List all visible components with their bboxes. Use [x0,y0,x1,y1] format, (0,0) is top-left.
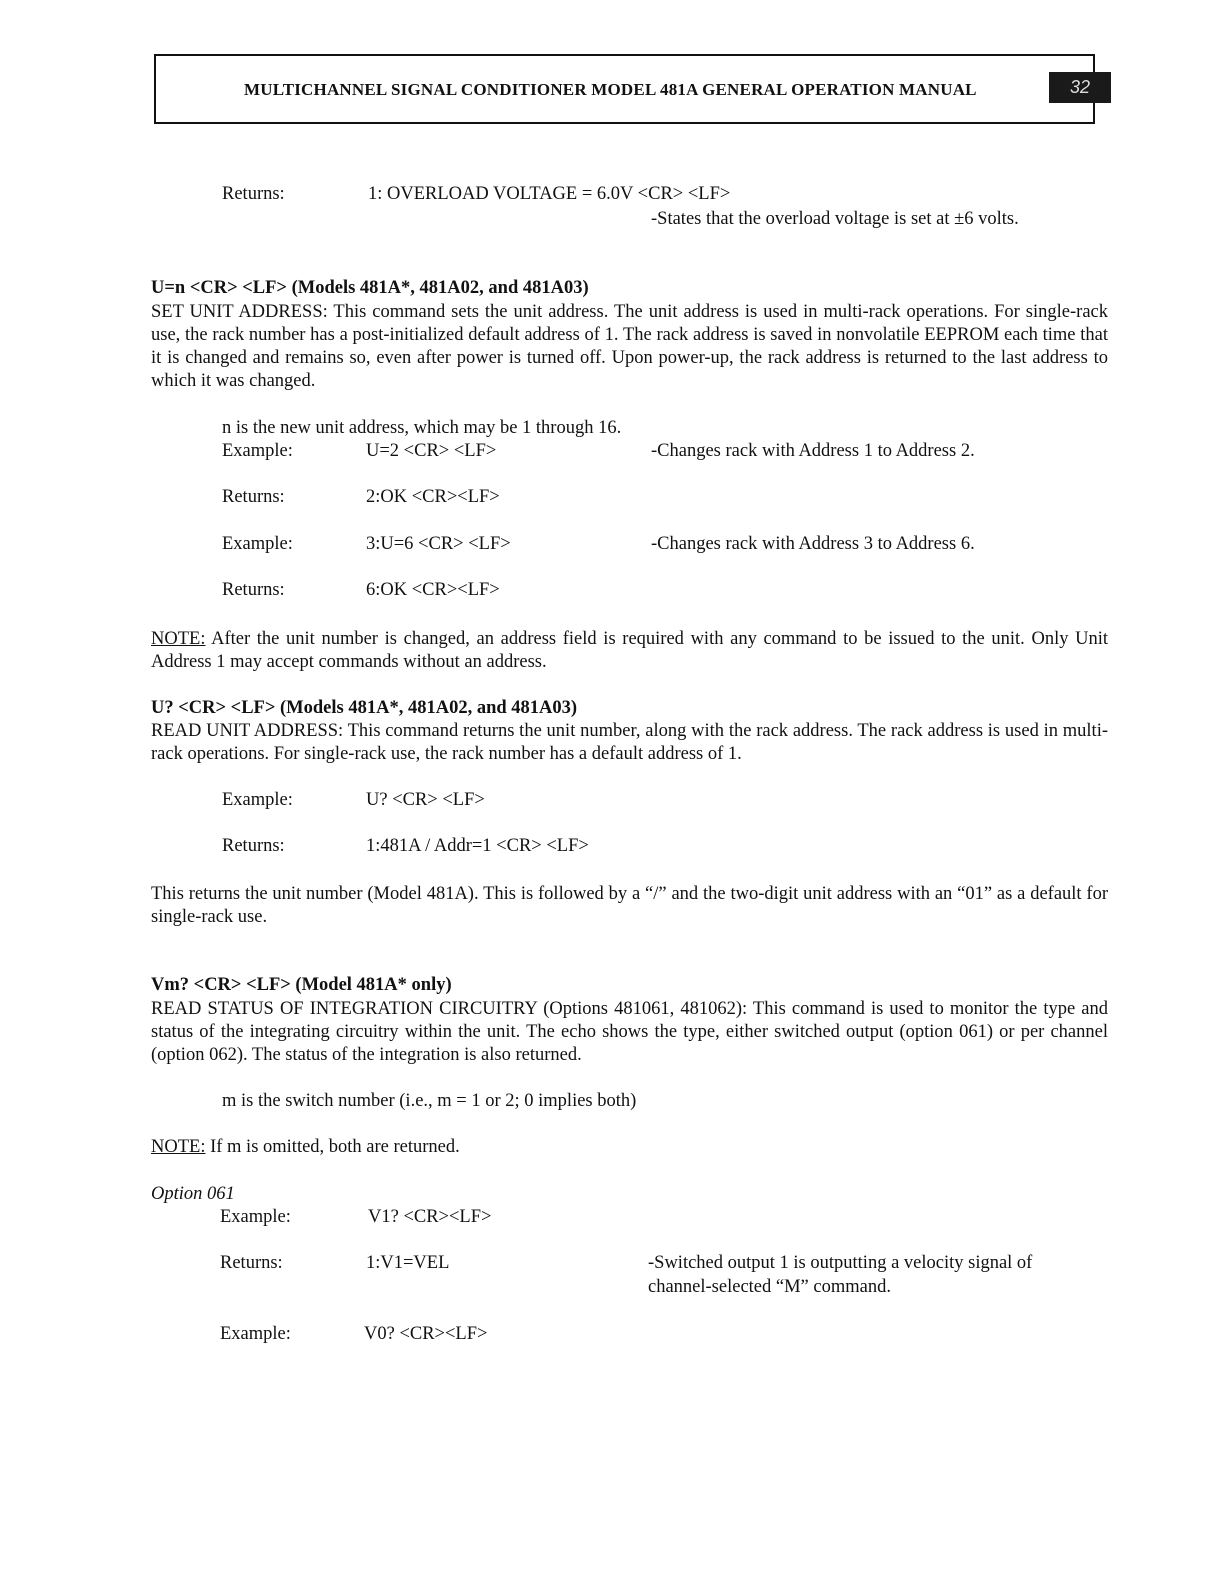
overload-returns-label: Returns: [222,184,285,204]
set-unit-heading: U=n <CR> <LF> (Models 481A*, 481A02, and 481A03) [151,278,589,298]
option-061-label: Option 061 [151,1184,235,1204]
overload-returns-note: -States that the overload voltage is set at ±6 volts. [651,209,1019,229]
set-unit-note [151,628,1108,674]
read-unit-row-value: U? <CR> <LF> [366,790,485,810]
integration-row-value: 1:V1=VEL [366,1253,450,1273]
read-unit-heading: U? <CR> <LF> (Models 481A*, 481A02, and 481A03) [151,698,578,718]
integration-row-value: V0? <CR><LF> [364,1324,488,1344]
read-unit-row-label: Returns: [222,836,285,856]
integration-row-label: Returns: [220,1253,283,1273]
set-unit-note-label: NOTE: [151,629,206,649]
set-unit-row-label: Example: [222,534,293,554]
overload-returns-value: 1: OVERLOAD VOLTAGE = 6.0V <CR> <LF> [368,184,731,204]
integration-row-note-line1: -Switched output 1 is outputting a velocity signal of [648,1253,1033,1273]
set-unit-row-value: U=2 <CR> <LF> [366,441,497,461]
set-unit-row-label: Example: [222,441,293,461]
set-unit-row-value: 3:U=6 <CR> <LF> [366,534,511,554]
read-unit-description: READ UNIT ADDRESS: This command returns the unit number, along with the rack address. The rack address is used in multi-rack operations. For single-rack use, the rack number has a default address of 1. [151,721,1108,764]
integration-note-label: NOTE: [151,1137,206,1157]
integration-row-label: Example: [220,1207,291,1227]
set-unit-row-label: Returns: [222,487,285,507]
integration-row-label: Example: [220,1324,291,1344]
header-title: MULTICHANNEL SIGNAL CONDITIONER MODEL 481A GENERAL OPERATION MANUAL [244,80,977,99]
integration-row-value: V1? <CR><LF> [368,1207,492,1227]
integration-note [151,1137,460,1158]
read-unit-row-value: 1:481A / Addr=1 <CR> <LF> [366,836,589,856]
integration-row-note-line2: channel-selected “M” command. [648,1277,891,1297]
set-unit-row-note: -Changes rack with Address 3 to Address 6. [651,534,975,554]
integration-note-text: If m is omitted, both are returned. [205,1137,460,1157]
integration-param-note: m is the switch number (i.e., m = 1 or 2; 0 implies both) [222,1091,637,1111]
set-unit-description: SET UNIT ADDRESS: This command sets the unit address. The unit address is used in multi-rack operations. For single-rack use, the rack number has a post-initialized default address of 1. The rack address is saved in nonvolatile EEPROM each time that it is changed and remains so, even after power is turned off. Upon power-up, the rack address is returned to the last address to which it was changed. [151,302,1108,391]
set-unit-row-label: Returns: [222,580,285,600]
set-unit-row-value: 2:OK <CR><LF> [366,487,500,507]
set-unit-row-note: -Changes rack with Address 1 to Address 2. [651,441,975,461]
set-unit-row-value: 6:OK <CR><LF> [366,580,500,600]
integration-description: READ STATUS OF INTEGRATION CIRCUITRY (Options 481061, 481062): This command is used to monitor the type and status of the integrating circuitry within the unit. The echo shows the type, either switched output (option 061) or per channel (option 062). The status of the integration is also returned. [151,999,1108,1065]
set-unit-param-note: n is the new unit address, which may be 1 through 16. [222,418,622,438]
integration-heading: Vm? <CR> <LF> (Model 481A* only) [151,975,452,995]
set-unit-note-text: After the unit number is changed, an address field is required with any command to be issued to the unit. Only Unit Address 1 may accept commands without an address. [151,629,1108,672]
read-unit-row-label: Example: [222,790,293,810]
read-unit-explanation: This returns the unit number (Model 481A). This is followed by a “/” and the two-digit unit address with an “01” as a default for single-rack use. [151,884,1108,927]
page-number-badge: 32 [1049,72,1111,103]
